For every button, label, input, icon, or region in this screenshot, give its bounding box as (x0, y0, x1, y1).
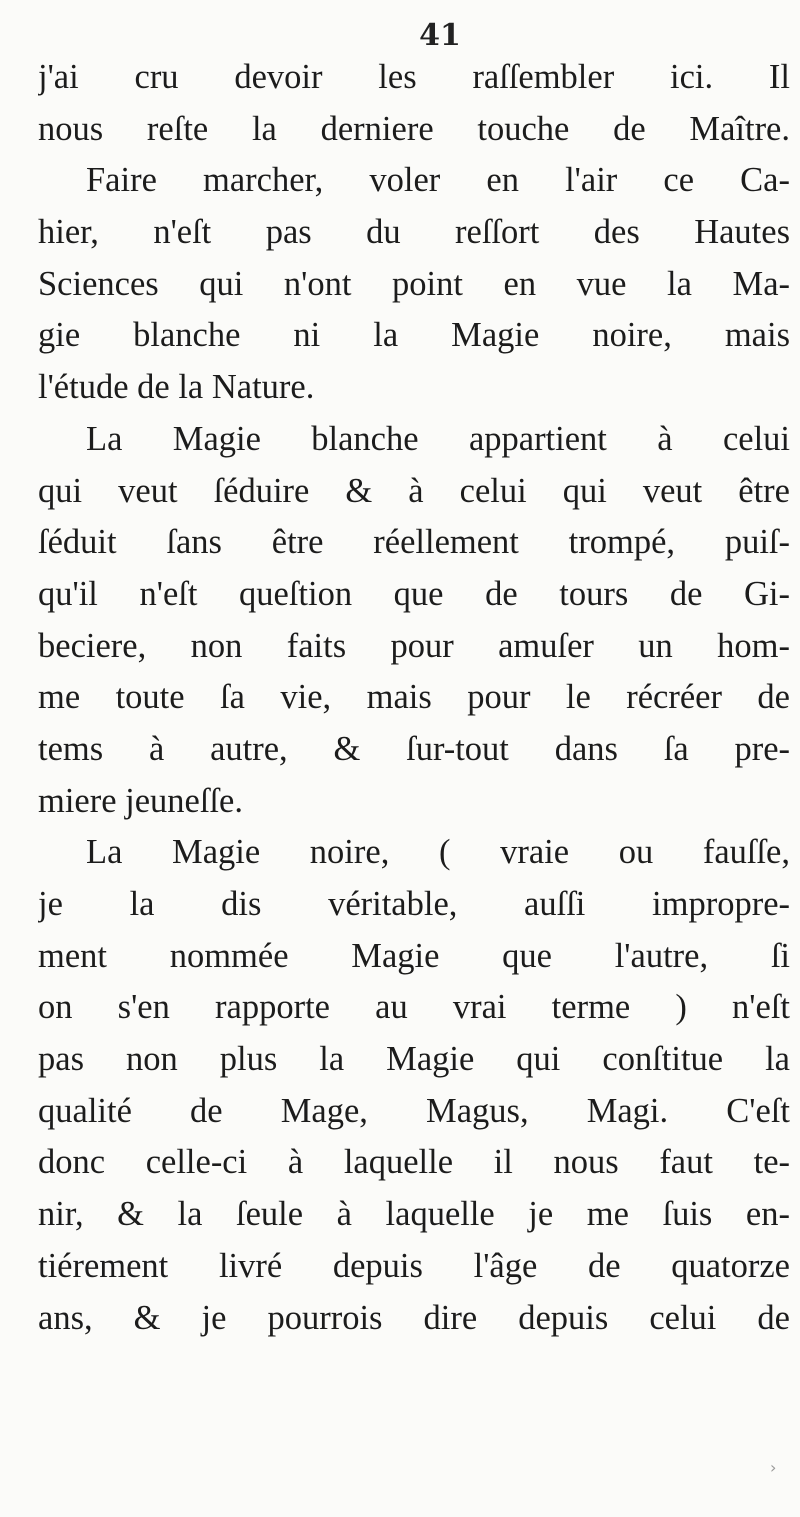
text-line: j'ai cru devoir les raſſembler ici. Il (38, 58, 790, 96)
text-line: me toute ſa vie, mais pour le récréer de (38, 678, 790, 717)
text-line: tems à autre, & ſur-tout dans ſa pre- (38, 729, 790, 768)
text-line: Faire marcher, voler en l'air ce Ca- (86, 161, 790, 200)
text-line: l'étude de la Nature. (38, 368, 315, 407)
text-line: donc celle-ci à laquelle il nous faut te- (38, 1143, 790, 1182)
text-line: qualité de Mage, Magus, Magi. C'eſt (38, 1091, 790, 1130)
text-line: ans, & je pourrois dire depuis celui de (38, 1298, 790, 1337)
text-line: La Magie noire, ( vraie ou fauſſe, (86, 833, 790, 872)
text-line: beciere, non faits pour amuſer un hom- (38, 626, 790, 665)
text-line: ſéduit ſans être réellement trompé, puiſ- (38, 523, 790, 562)
text-line: pas non plus la Magie qui conſtitue la (38, 1040, 790, 1079)
text-line: je la dis véritable, auſſi impropre- (38, 885, 790, 923)
text-line: qui veut ſéduire & à celui qui veut être (38, 471, 790, 510)
text-line: qu'il n'eſt queſtion que de tours de Gi- (38, 574, 790, 613)
text-line: hier, n'eſt pas du reſſort des Hautes (38, 213, 790, 252)
page-mark: › (770, 1458, 777, 1477)
body-text (38, 52, 790, 1344)
text-line: miere jeuneſſe. (38, 781, 243, 820)
text-line: gie blanche ni la Magie noire, mais (38, 316, 790, 355)
text-line: La Magie blanche appartient à celui (86, 419, 790, 458)
text-line: nous reſte la derniere touche de Maître. (38, 109, 790, 148)
text-line: Sciences qui n'ont point en vue la Ma- (38, 264, 790, 303)
text-line: ment nommée Magie que l'autre, ſi (38, 936, 790, 975)
text-line: on s'en rapporte au vrai terme ) n'eſt (38, 988, 790, 1027)
page-number: 41 (419, 18, 461, 53)
text-line: nir, & la ſeule à laquelle je me ſuis en- (38, 1195, 790, 1234)
text-line: tiérement livré depuis l'âge de quatorze (38, 1246, 790, 1285)
